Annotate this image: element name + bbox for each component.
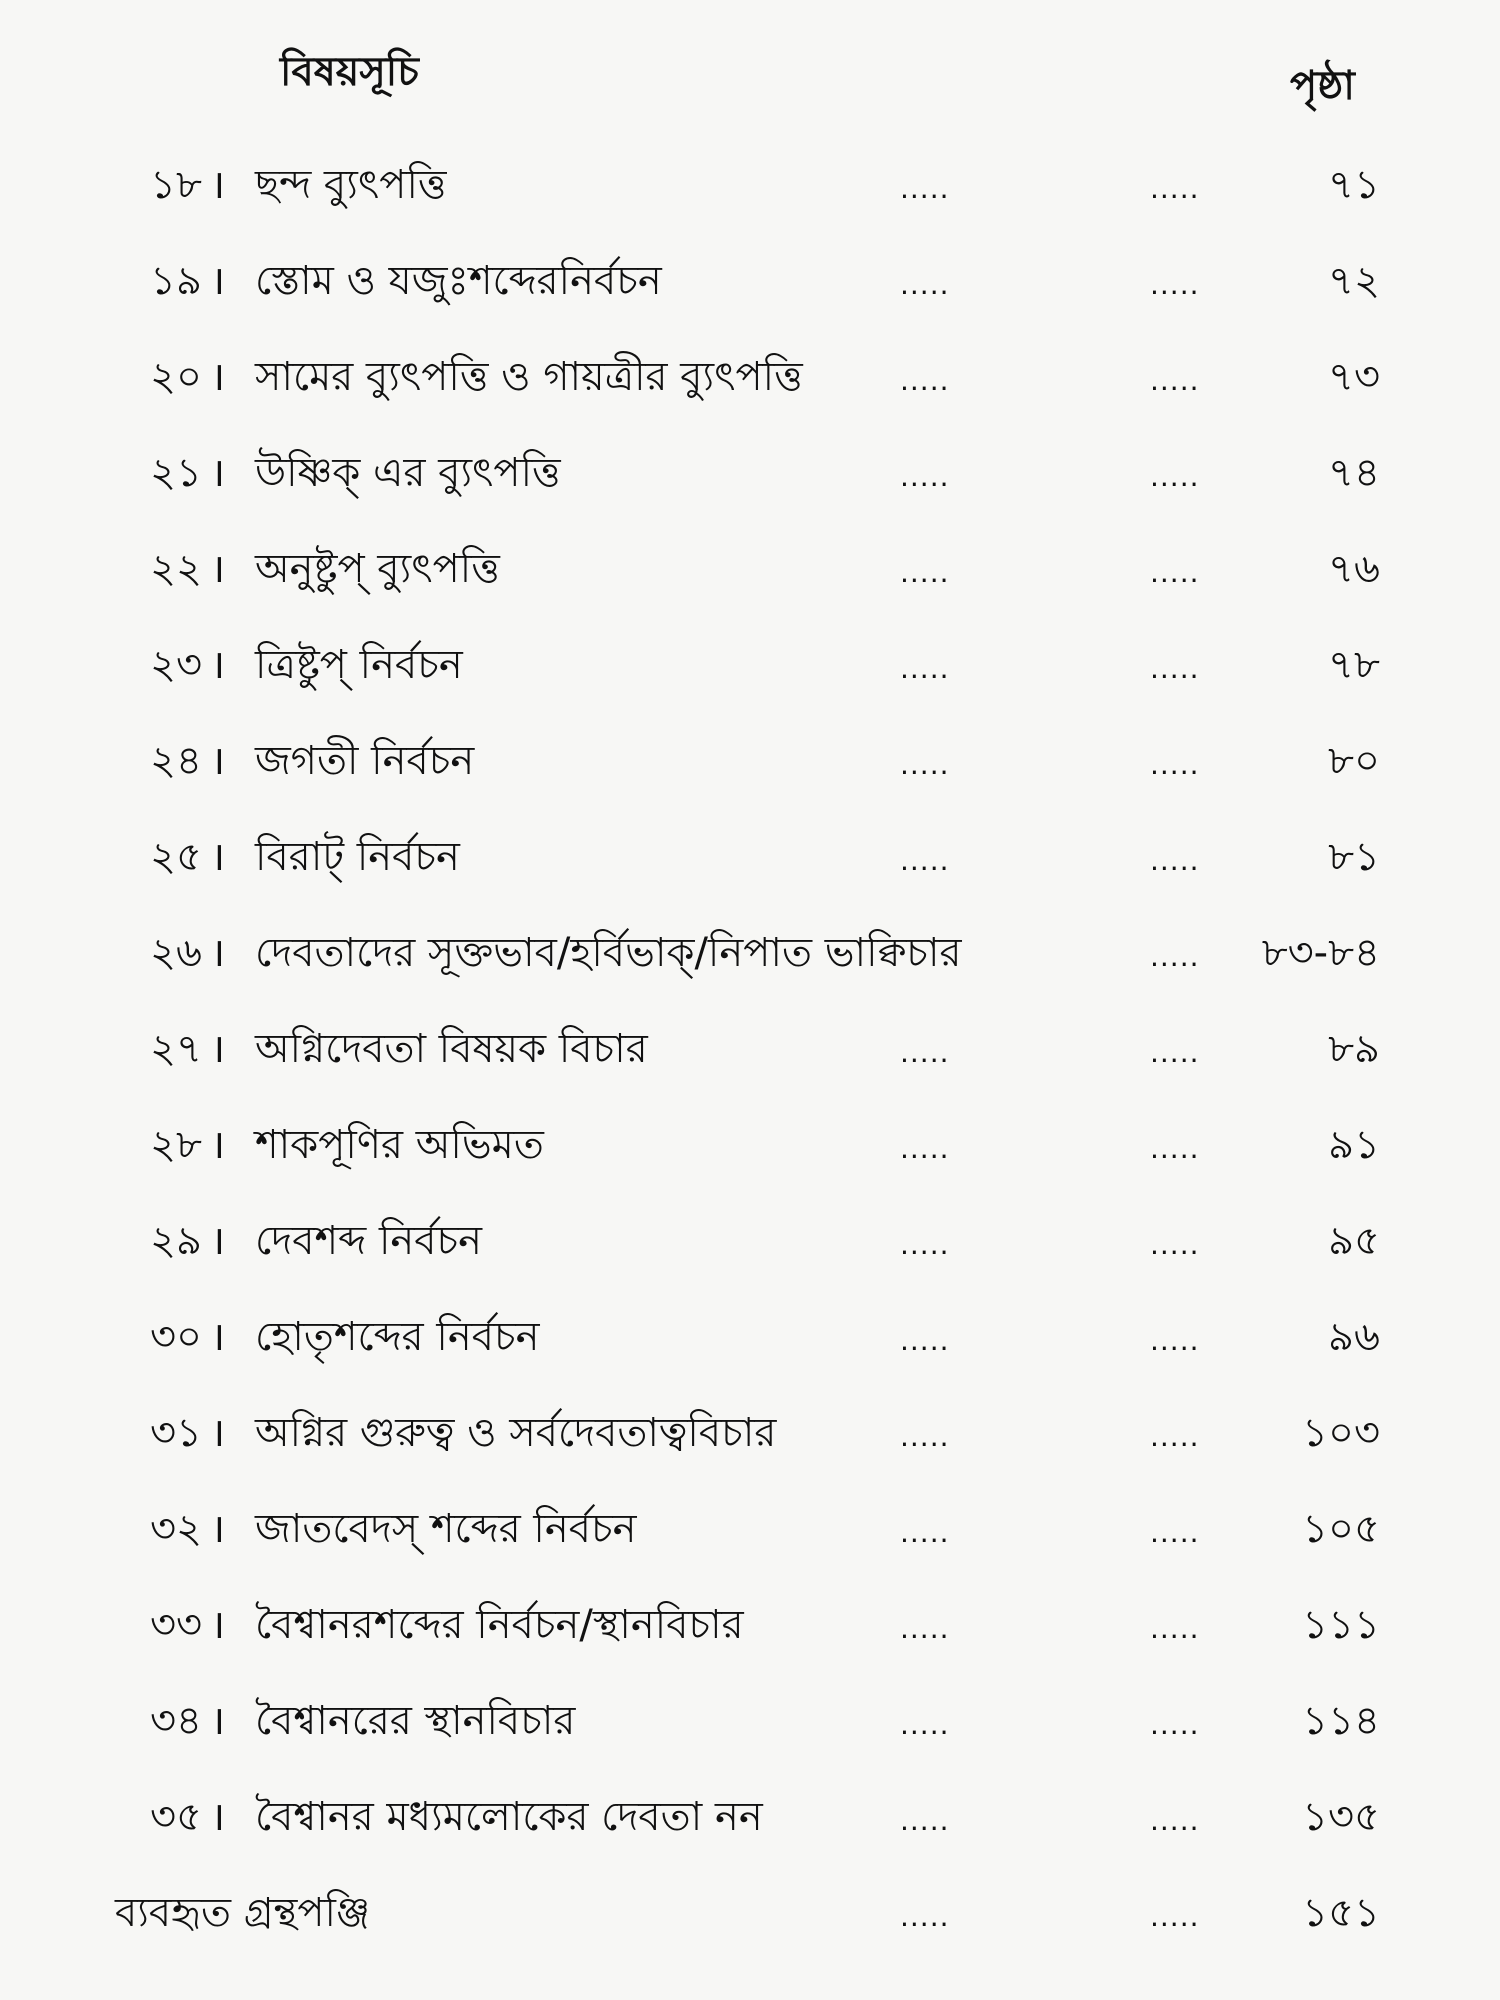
entry-leader-dots: ..... (900, 1132, 950, 1165)
entry-leader-dots: ..... (1150, 1036, 1200, 1069)
entry-page-number: ৮৯ (1328, 1026, 1380, 1072)
entry-page-number: ১৩৫ (1302, 1794, 1380, 1840)
entry-leader-dots: ..... (900, 1612, 950, 1645)
entry-title: অগ্নির গুরুত্ব ও সর্বদেবতাত্ববিচার (255, 1410, 777, 1456)
entry-separator: । (210, 1602, 226, 1648)
toc-entry (0, 155, 1500, 251)
entry-title: অনুষ্টুপ্ ব্যুৎপত্তি (255, 546, 500, 592)
entry-leader-dots: ..... (900, 1516, 950, 1549)
entry-title: সামের ব্যুৎপত্তি ও গায়ত্রীর ব্যুৎপত্তি (255, 354, 803, 400)
toc-entry (0, 1691, 1500, 1787)
entry-page-number: ৭১ (1328, 162, 1380, 208)
entry-number: ৩৩ (150, 1602, 203, 1648)
entry-leader-dots: ..... (1150, 748, 1200, 781)
entry-leader-dots: ..... (1150, 1612, 1200, 1645)
entry-separator: । (210, 834, 226, 880)
entry-title: জগতী নির্বচন (255, 738, 475, 784)
toc-entry (0, 1499, 1500, 1595)
entry-number: ২৪ (150, 738, 202, 784)
entry-leader-dots: ..... (1150, 940, 1200, 973)
toc-entry (0, 827, 1500, 923)
entry-separator: । (210, 738, 226, 784)
entry-number: ১৯ (150, 258, 202, 304)
entry-leader-dots: ..... (1150, 1132, 1200, 1165)
bibliography-page-number: ১৫১ (1302, 1890, 1380, 1936)
toc-entry (0, 1211, 1500, 1307)
entry-leader-dots: ..... (1150, 1516, 1200, 1549)
entry-leader-dots: ..... (1150, 652, 1200, 685)
entry-page-number: ৭৩ (1327, 354, 1380, 400)
entry-separator: । (210, 1698, 226, 1744)
entry-page-number: ৮০ (1328, 738, 1380, 784)
entry-number: ৩২ (150, 1506, 203, 1552)
entry-leader-dots: ..... (900, 1708, 950, 1741)
bibliography-title: ব্যবহৃত গ্রন্থপঞ্জি (115, 1890, 371, 1936)
entry-leader-dots: ..... (1150, 556, 1200, 589)
entry-number: ২২ (150, 546, 203, 592)
entry-title: বৈশ্বানর মধ্যমলোকের দেবতা নন (255, 1794, 763, 1840)
page-column-heading: পৃষ্ঠা (1290, 63, 1355, 109)
entry-page-number: ১০৫ (1302, 1506, 1380, 1552)
entry-number: ২৬ (150, 930, 203, 976)
entry-number: ২৯ (150, 1218, 202, 1264)
toc-list (0, 155, 1500, 1979)
entry-leader-dots: ..... (1150, 364, 1200, 397)
entry-leader-dots: ..... (1150, 1900, 1200, 1933)
entry-page-number: ১১৪ (1302, 1698, 1380, 1744)
entry-number: ৩১ (150, 1410, 202, 1456)
entry-leader-dots: ..... (900, 652, 950, 685)
entry-number: ২৭ (150, 1026, 203, 1072)
entry-leader-dots: ..... (900, 460, 950, 493)
entry-separator: । (210, 1026, 226, 1072)
entry-title: স্তোম ও যজুঃশব্দেরনির্বচন (255, 258, 662, 304)
bibliography-entry (0, 1883, 1500, 1979)
entry-separator: । (210, 1794, 226, 1840)
entry-leader-dots: ..... (1150, 268, 1200, 301)
entry-leader-dots: ..... (900, 268, 950, 301)
entry-leader-dots: ..... (900, 1900, 950, 1933)
entry-number: ২১ (150, 450, 202, 496)
entry-leader-dots: ..... (900, 556, 950, 589)
entry-title: বৈশ্বানরশব্দের নির্বচন/স্থানবিচার (255, 1602, 744, 1648)
entry-leader-dots: ..... (900, 364, 950, 397)
entry-number: ২৩ (150, 642, 203, 688)
entry-leader-dots: ..... (900, 1420, 950, 1453)
toc-entry (0, 1019, 1500, 1115)
toc-entry (0, 635, 1500, 731)
entry-leader-dots: ..... (1150, 1324, 1200, 1357)
toc-entry (0, 347, 1500, 443)
entry-leader-dots: ..... (1150, 1228, 1200, 1261)
entry-title: দেবশব্দ নির্বচন (255, 1218, 483, 1264)
entry-page-number: ৭৪ (1328, 450, 1380, 496)
entry-number: ২৮ (150, 1122, 202, 1168)
toc-entry (0, 1307, 1500, 1403)
entry-separator: । (210, 930, 226, 976)
entry-title: হোতৃশব্দের নির্বচন (255, 1314, 540, 1360)
entry-separator: । (210, 1218, 226, 1264)
entry-number: ৩০ (150, 1314, 203, 1360)
entry-leader-dots: ..... (1150, 172, 1200, 205)
entry-number: ১৮ (150, 162, 202, 208)
entry-leader-dots: ..... (900, 1036, 950, 1069)
toc-entry (0, 1403, 1500, 1499)
entry-title: জাতবেদস্ শব্দের নির্বচন (255, 1506, 637, 1552)
entry-number: ৩৪ (150, 1698, 202, 1744)
toc-entry (0, 1595, 1500, 1691)
toc-entry (0, 1787, 1500, 1883)
toc-heading: বিষয়সূচি (280, 49, 419, 95)
entry-number: ২৫ (150, 834, 202, 880)
entry-separator: । (210, 1410, 226, 1456)
entry-page-number: ৯৬ (1328, 1314, 1380, 1360)
entry-title: ত্রিষ্টুপ্ নির্বচন (255, 642, 463, 688)
entry-leader-dots: ..... (1150, 1804, 1200, 1837)
entry-separator: । (210, 450, 226, 496)
entry-page-number: ১০৩ (1302, 1410, 1380, 1456)
entry-title: দেবতাদের সূক্তভাব/হর্বিভাক্/নিপাত ভাক্বিচার (255, 930, 962, 976)
entry-title: অগ্নিদেবতা বিষয়ক বিচার (255, 1026, 648, 1072)
entry-leader-dots: ..... (1150, 1708, 1200, 1741)
entry-title: উষ্ণিক্ এর ব্যুৎপত্তি (255, 450, 561, 496)
entry-leader-dots: ..... (1150, 460, 1200, 493)
entry-title: ছন্দ ব্যুৎপত্তি (255, 162, 447, 208)
entry-separator: । (210, 546, 226, 592)
entry-leader-dots: ..... (1150, 844, 1200, 877)
entry-leader-dots: ..... (900, 1804, 950, 1837)
toc-entry (0, 1115, 1500, 1211)
entry-title: বিরাট্ নির্বচন (255, 834, 460, 880)
entry-separator: । (210, 642, 226, 688)
toc-entry (0, 443, 1500, 539)
entry-page-number: ৭৬ (1327, 546, 1380, 592)
entry-separator: । (210, 1314, 226, 1360)
toc-entry (0, 251, 1500, 347)
entry-number: ৩৫ (150, 1794, 202, 1840)
toc-entry (0, 923, 1500, 1019)
entry-page-number: ৭২ (1327, 258, 1380, 304)
entry-number: ২০ (150, 354, 203, 400)
entry-separator: । (210, 1122, 226, 1168)
entry-page-number: ১১১ (1302, 1602, 1380, 1648)
entry-separator: । (210, 354, 226, 400)
entry-leader-dots: ..... (900, 172, 950, 205)
entry-title: বৈশ্বানরের স্থানবিচার (255, 1698, 576, 1744)
entry-separator: । (210, 258, 226, 304)
entry-page-number: ৯৫ (1328, 1218, 1380, 1264)
entry-separator: । (210, 162, 226, 208)
entry-page-number: ৮১ (1328, 834, 1380, 880)
entry-leader-dots: ..... (900, 748, 950, 781)
entry-separator: । (210, 1506, 226, 1552)
entry-leader-dots: ..... (900, 1324, 950, 1357)
entry-title: শাকপূণির অভিমত (255, 1122, 544, 1168)
entry-leader-dots: ..... (1150, 1420, 1200, 1453)
entry-page-number: ৭৮ (1328, 642, 1380, 688)
toc-entry (0, 731, 1500, 827)
entry-leader-dots: ..... (900, 1228, 950, 1261)
toc-entry (0, 539, 1500, 635)
entry-leader-dots: ..... (900, 844, 950, 877)
entry-page-number: ৮৩-৮৪ (1261, 930, 1380, 976)
entry-page-number: ৯১ (1328, 1122, 1380, 1168)
